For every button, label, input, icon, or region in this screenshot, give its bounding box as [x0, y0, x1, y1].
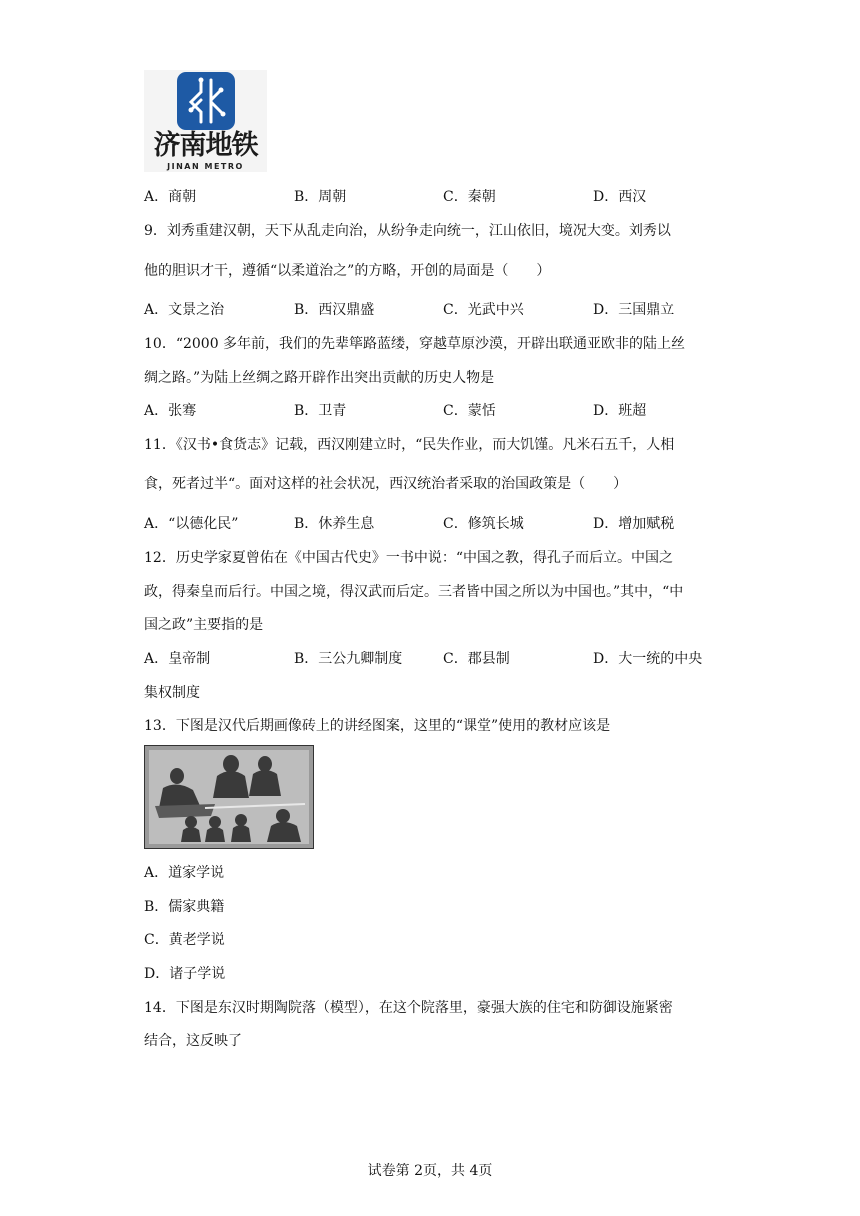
q10-option-c: C．蒙恬 [443, 403, 496, 419]
q12-option-d-continuation: 集权制度 [144, 685, 200, 701]
q13-option-c: C．黄老学说 [144, 932, 225, 948]
q10-stem-line2: 绸之路。”为陆上丝绸之路开辟作出突出贡献的历史人物是 [144, 370, 495, 386]
q10-option-b: B．卫青 [294, 403, 347, 419]
q8-option-c: C．秦朝 [443, 189, 496, 205]
q11-stem-line2: 食，死者过半“。面对这样的社会状况，西汉统治者采取的治国政策是（ ） [144, 476, 628, 492]
q10-option-d: D．班超 [593, 403, 647, 419]
q9-option-b: B．西汉鼎盛 [294, 302, 375, 318]
page-number-footer: 试卷第 2页，共 4页 [367, 1163, 493, 1179]
metro-emblem-icon [177, 72, 235, 130]
q11-option-b: B．休养生息 [294, 516, 375, 532]
q12-option-b: B．三公九卿制度 [294, 651, 403, 667]
q8-option-b: B．周朝 [294, 189, 347, 205]
q11-stem-line1: 11．《汉书•食货志》记载，西汉刚建立时，“民失作业，而大饥馑。凡米石五千，人相 [144, 437, 675, 453]
logo-title: 济南地铁 [153, 130, 258, 161]
logo-subtitle: JINAN METRO [167, 162, 244, 171]
q14-stem-line2: 结合，这反映了 [144, 1033, 242, 1049]
q13-stem-line1: 13．下图是汉代后期画像砖上的讲经图案，这里的“课堂”使用的教材应该是 [144, 718, 611, 734]
q12-option-d: D．大一统的中央 [593, 651, 703, 667]
q11-option-c: C．修筑长城 [443, 516, 524, 532]
q11-option-a: A．“以德化民” [144, 516, 239, 532]
q13-option-b: B．儒家典籍 [144, 899, 225, 915]
q11-option-d: D．增加赋税 [593, 516, 675, 532]
q13-option-a: A．道家学说 [144, 865, 225, 881]
han-lecture-relief-image [144, 745, 314, 849]
q9-option-c: C．光武中兴 [443, 302, 524, 318]
q9-option-a: A．文景之治 [144, 302, 225, 318]
q10-option-a: A．张骞 [144, 403, 197, 419]
q9-stem-line1: 9．刘秀重建汉朝，天下从乱走向治，从纷争走向统一，江山依旧，境况大变。刘秀以 [144, 223, 671, 239]
q9-option-d: D．三国鼎立 [593, 302, 675, 318]
q13-option-d: D．诸子学说 [144, 966, 226, 982]
q12-stem-line3: 国之政”主要指的是 [144, 617, 264, 633]
jinan-metro-logo [144, 70, 267, 172]
q8-option-d: D．西汉 [593, 189, 647, 205]
q10-stem-line1: 10．“2000 多年前，我们的先辈筚路蓝缕，穿越草原沙漠，开辟出联通亚欧非的陆上丝 [144, 336, 686, 352]
q14-stem-line1: 14．下图是东汉时期陶院落（模型），在这个院落里，豪强大族的住宅和防御设施紧密 [144, 1000, 673, 1016]
q9-stem-line2: 他的胆识才干，遵循“以柔道治之”的方略，开创的局面是（ ） [144, 263, 551, 279]
q12-stem-line1: 12．历史学家夏曾佑在《中国古代史》一书中说：“中国之教，得孔子而后立。中国之 [144, 550, 673, 566]
q12-stem-line2: 政，得秦皇而后行。中国之境，得汉武而后定。三者皆中国之所以为中国也。”其中，“中 [144, 584, 684, 600]
q8-option-a: A．商朝 [144, 189, 197, 205]
q12-option-a: A．皇帝制 [144, 651, 211, 667]
q12-option-c: C．郡县制 [443, 651, 510, 667]
